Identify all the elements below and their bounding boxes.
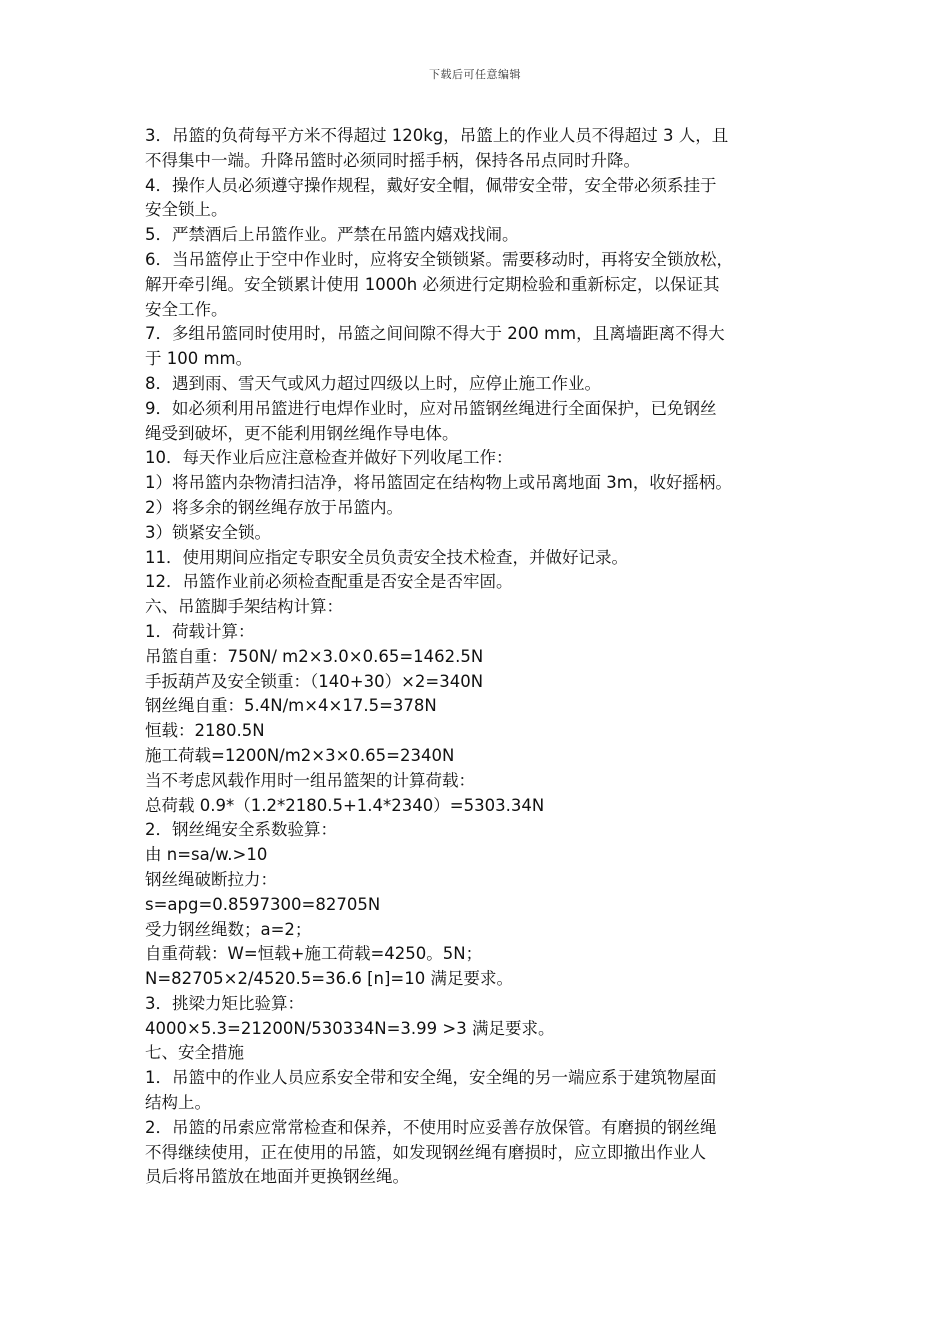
text-line: 手扳葫芦及安全锁重：（140+30）×2=340N	[145, 671, 484, 691]
text-line: 1．荷载计算：	[145, 621, 255, 641]
text-line: s=apg=0.8597300=82705N	[145, 894, 381, 914]
text-line: 2．钢丝绳安全系数验算：	[145, 820, 337, 840]
text-line: 2）将多余的钢丝绳存放于吊篮内。	[145, 497, 403, 517]
text-line: 施工荷载=1200N/m2×3×0.65=2340N	[145, 745, 455, 765]
text-line: 当不考虑风载作用时一组吊篮架的计算荷载：	[145, 770, 475, 790]
text-line: 吊篮自重：750N/ m2×3.0×0.65=1462.5N	[145, 646, 484, 666]
text-line: 受力钢丝绳数；a=2；	[145, 919, 312, 939]
text-line: 3．挑梁力矩比验算：	[145, 993, 304, 1013]
text-line: 1）将吊篮内杂物清扫洁净，将吊篮固定在结构物上或吊离地面 3m，收好摇柄。	[145, 473, 732, 493]
text-line: 5．严禁酒后上吊篮作业。严禁在吊篮内嬉戏找闹。	[145, 225, 519, 245]
text-line: 员后将吊篮放在地面并更换钢丝绳。	[145, 1167, 409, 1187]
text-line: 绳受到破坏，更不能利用钢丝绳作导电体。	[145, 423, 459, 443]
text-line: 4000×5.3=21200N/530334N=3.99 >3 满足要求。	[145, 1018, 555, 1038]
text-line: 10．每天作业后应注意检查并做好下列收尾工作：	[145, 448, 513, 468]
text-line: 总荷载 0.9*（1.2*2180.5+1.4*2340）=5303.34N	[145, 795, 545, 815]
text-line: 自重荷载：W=恒载+施工荷载=4250。5N；	[145, 944, 483, 964]
text-line: 钢丝绳自重：5.4N/m×4×17.5=378N	[145, 696, 437, 716]
text-line: 4．操作人员必须遵守操作规程，戴好安全帽，佩带安全带，安全带必须系挂于	[145, 175, 717, 195]
text-line: 1．吊篮中的作业人员应系安全带和安全绳，安全绳的另一端应系于建筑物屋面	[145, 1068, 717, 1088]
text-line: 6．当吊篮停止于空中作业时，应将安全锁锁紧。需要移动时，再将安全锁放松，	[145, 249, 733, 269]
text-line: 9．如必须利用吊篮进行电焊作业时，应对吊篮钢丝绳进行全面保护，已免钢丝	[145, 398, 717, 418]
text-line: 7．多组吊篮同时使用时，吊篮之间间隙不得大于 200 mm，且离墙距离不得大	[145, 324, 725, 344]
text-line: 解开牵引绳。安全锁累计使用 1000h 必须进行定期检验和重新标定，以保证其	[145, 274, 720, 294]
document-body	[145, 124, 815, 1190]
text-line: 钢丝绳破断拉力：	[145, 869, 277, 889]
section-heading: 六、吊篮脚手架结构计算：	[145, 597, 343, 617]
text-line: 12．吊篮作业前必须检查配重是否安全是否牢固。	[145, 572, 513, 592]
text-line: 3．吊篮的负荷每平方米不得超过 120kg，吊篮上的作业人员不得超过 3 人，且	[145, 126, 729, 145]
text-line: 恒载：2180.5N	[145, 721, 265, 741]
text-line: 结构上。	[145, 1093, 211, 1113]
text-line: N=82705×2/4520.5=36.6 [n]=10 满足要求。	[145, 969, 513, 989]
section-heading: 七、安全措施	[145, 1043, 244, 1063]
text-line: 安全锁上。	[145, 200, 228, 220]
text-line: 安全工作。	[145, 299, 228, 319]
text-line: 2．吊篮的吊索应常常检查和保养，不使用时应妥善存放保管。有磨损的钢丝绳	[145, 1117, 717, 1137]
text-line: 不得集中一端。升降吊篮时必须同时摇手柄，保持各吊点同时升降。	[145, 150, 640, 170]
page-header: 下载后可任意编辑	[429, 68, 521, 81]
text-line: 3）锁紧安全锁。	[145, 522, 271, 542]
text-line: 8．遇到雨、雪天气或风力超过四级以上时，应停止施工作业。	[145, 373, 601, 393]
text-line: 不得继续使用，正在使用的吊篮，如发现钢丝绳有磨损时，应立即撤出作业人	[145, 1142, 706, 1162]
text-line: 于 100 mm。	[145, 349, 253, 369]
text-line: 11．使用期间应指定专职安全员负责安全技术检查，并做好记录。	[145, 547, 628, 567]
text-line: 由 n=sa/w.>10	[145, 845, 268, 865]
